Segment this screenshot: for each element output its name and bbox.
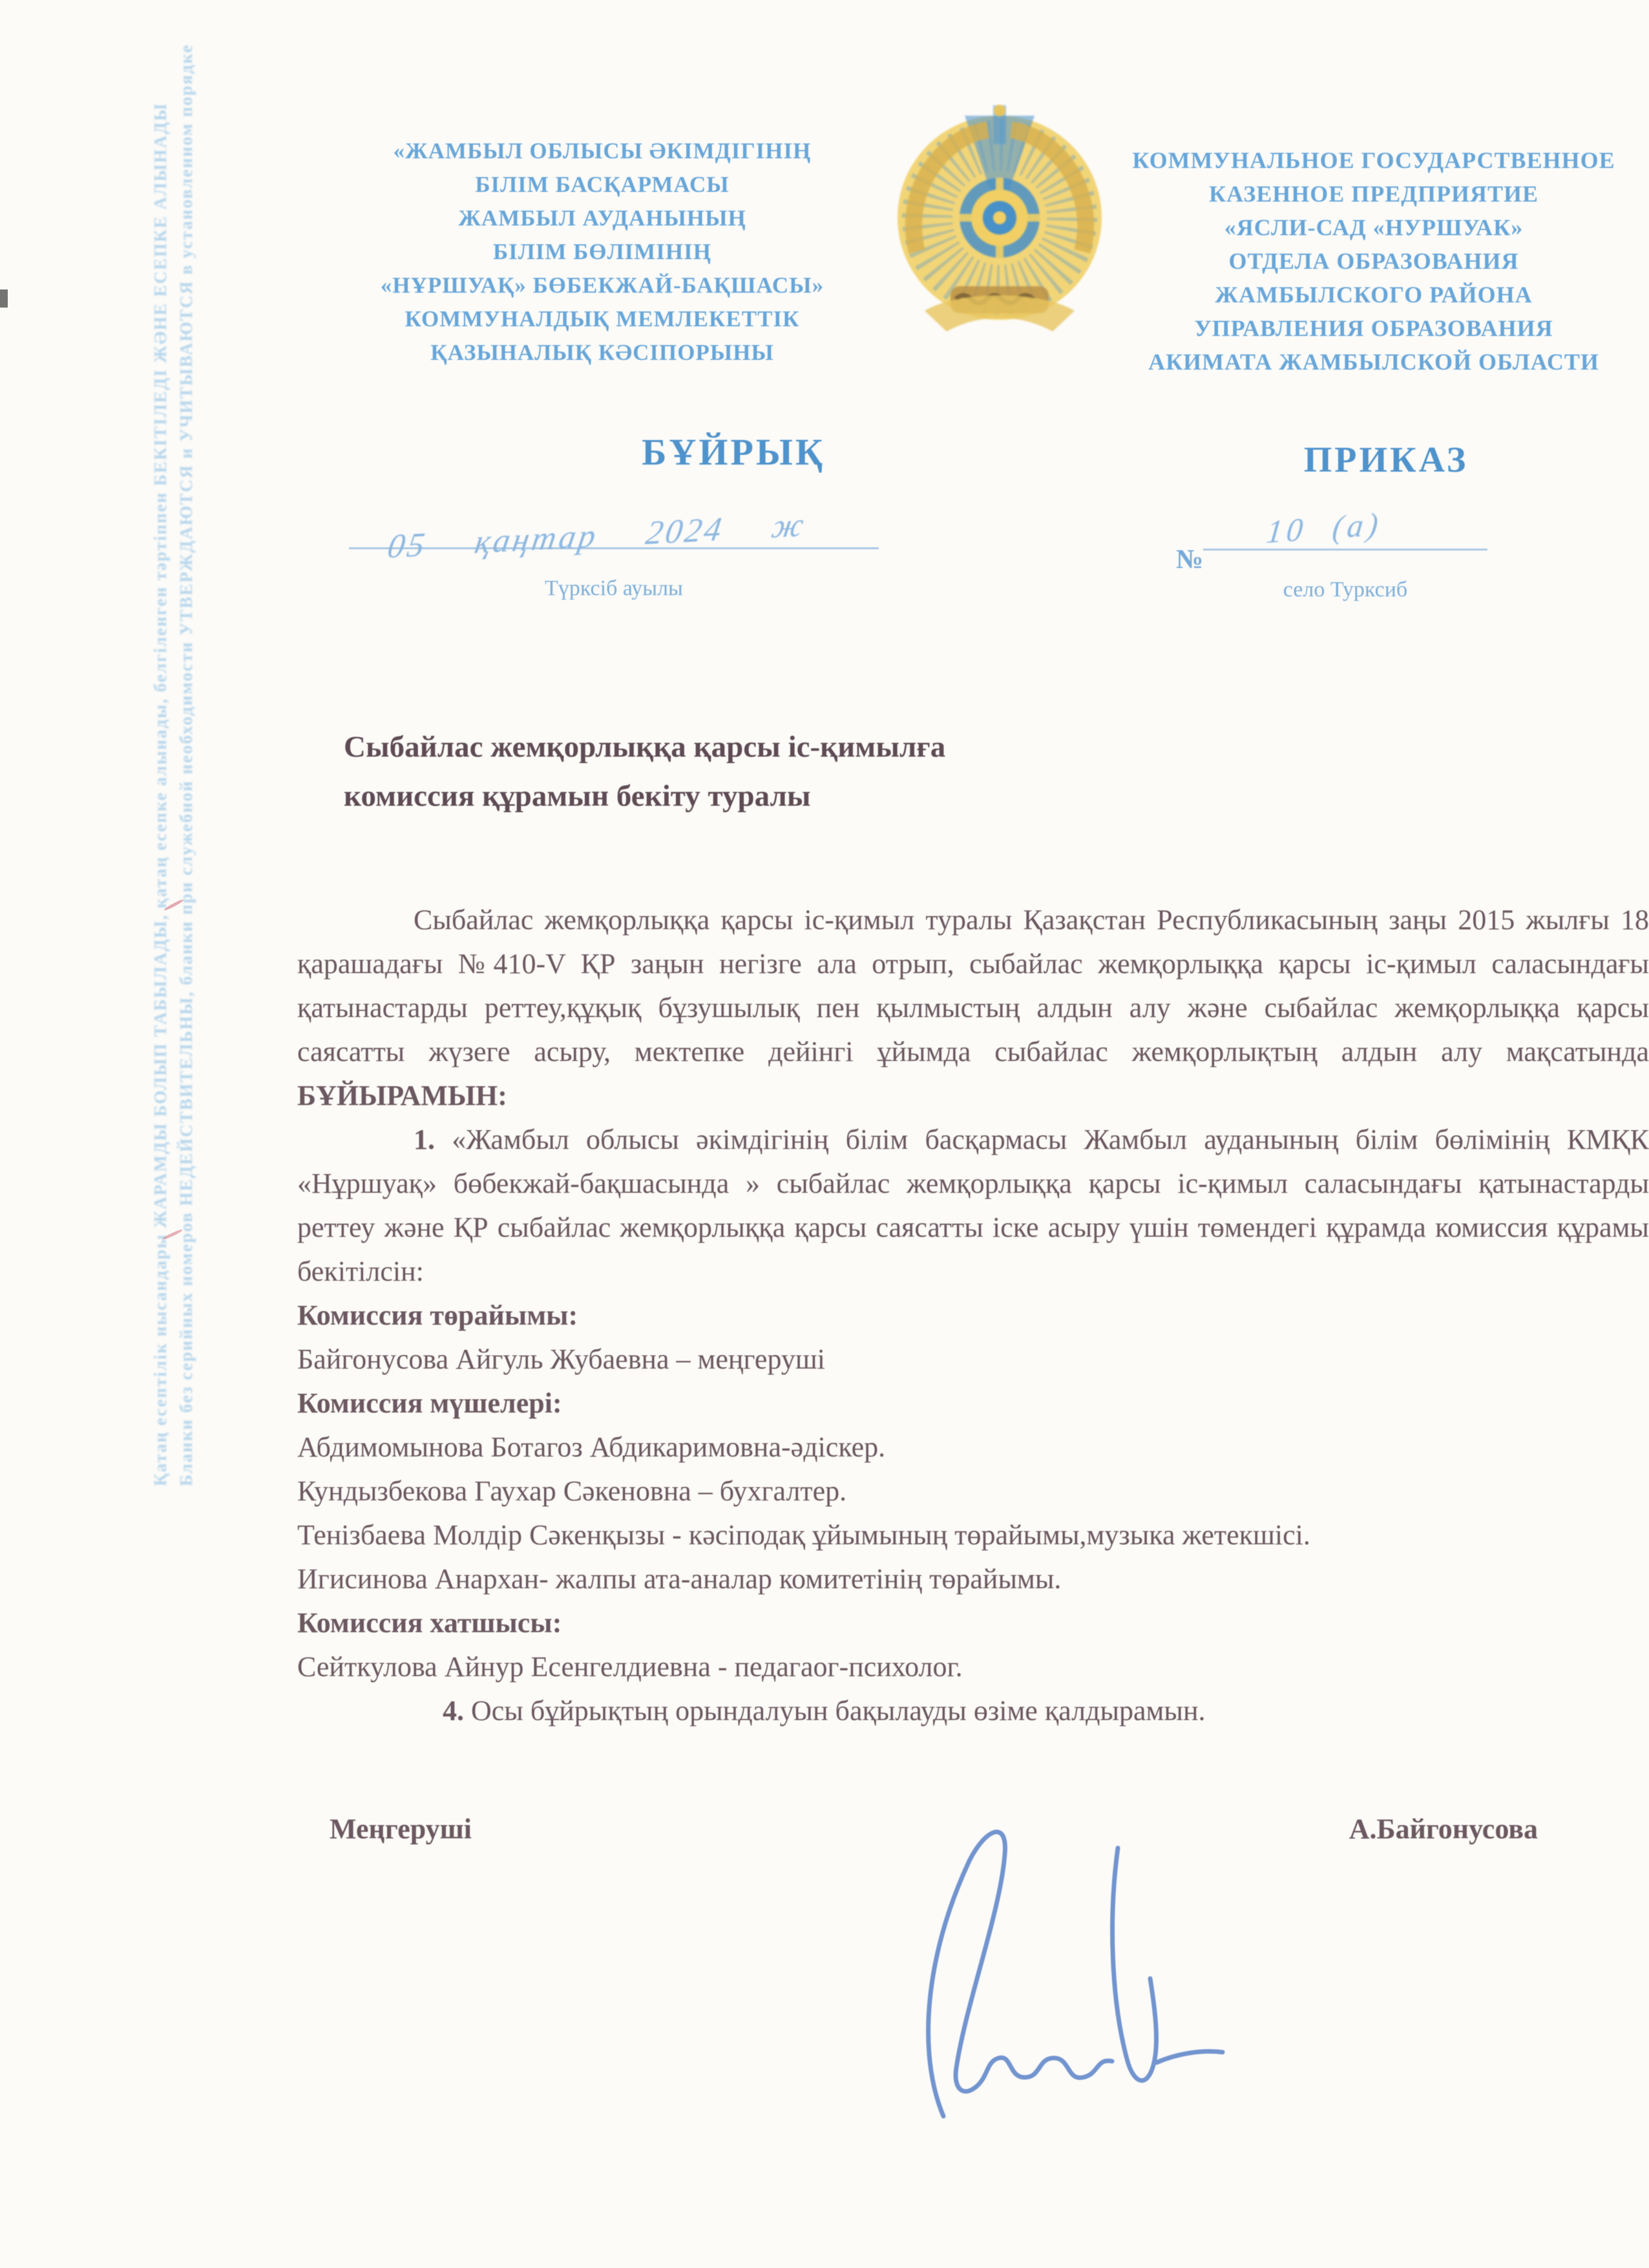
org-line: «ЖАМБЫЛ ОБЛЫСЫ ӘКІМДІГІНІҢ bbox=[393, 138, 812, 163]
org-line: БІЛІМ БАСҚАРМАСЫ bbox=[475, 172, 730, 197]
org-line: КОММУНАЛЬНОЕ ГОСУДАРСТВЕННОЕ bbox=[1132, 147, 1615, 173]
date-underline bbox=[349, 547, 879, 549]
signature-ink bbox=[730, 1809, 1234, 2132]
member-item: Кундызбекова Гаухар Сәкеновна – бухгалтер. bbox=[297, 1475, 847, 1507]
kazakhstan-emblem-icon bbox=[888, 94, 1111, 352]
chair-name: Байгонусова Айгуль Жубаевна – меңгеруші bbox=[297, 1343, 825, 1375]
secretary-heading: Комиссия хатшысы: bbox=[297, 1607, 562, 1639]
member-item: Игисинова Анархан- жалпы ата-аналар комитетінің төрайымы. bbox=[297, 1563, 1062, 1595]
org-line: АКИМАТА ЖАМБЫЛСКОЙ ОБЛАСТИ bbox=[1148, 349, 1599, 375]
chair-heading: Комиссия төрайымы: bbox=[297, 1299, 578, 1331]
signer-role: Меңгеруші bbox=[330, 1813, 472, 1845]
item-1-paragraph bbox=[297, 1118, 1649, 1294]
org-line: УПРАВЛЕНИЯ ОБРАЗОВАНИЯ bbox=[1194, 315, 1553, 341]
item-1-number: 1. bbox=[414, 1124, 435, 1155]
order-heading-kazakh: БҰЙРЫҚ bbox=[642, 431, 825, 473]
org-name-russian bbox=[1098, 143, 1649, 379]
vertical-stamp-line-1: Қатаң есептілік нысандары ЖАРАМДЫ БОЛЫП ТАБЫЛАДЫ, қатаң есепке алынады, белгіленген тәртіппен БЕКІТІЛЕДІ ЖӘНЕ ЕСЕПКЕ АЛЫНАДЫ bbox=[151, 102, 170, 1486]
document-title-line2: комиссия құрамын бекіту туралы bbox=[344, 779, 811, 813]
document-title-line1: Сыбайлас жемқорлыққа қарсы іс-қимылға bbox=[344, 730, 946, 764]
preamble-text: Сыбайлас жемқорлыққа қарсы іс-қимыл туралы Қазақстан Республикасының заңы 2015 жылғы 18 қарашадағы №410-V ҚР заңын негізге ала отрып, сыбайлас жемқорлыққа қарсы іс-қимыл саласындағы қатынастарды реттеу,құқық бұзушылық пен қылмыстың алдын алу және сыбайлас жемқорлыққа қарсы саясатты жүзеге асыру, мектепке дейінгі ұйымда сыбайлас жемқорлықтың алдын алу мақсатында bbox=[297, 904, 1649, 1067]
number-underline bbox=[1203, 549, 1487, 551]
org-line: БІЛІМ БӨЛІМІНІҢ bbox=[492, 239, 712, 264]
item-4-number: 4. bbox=[443, 1695, 464, 1727]
vertical-stamp-line-2: Бланки без серийных номеров НЕДЕЙСТВИТЕЛЬНЫ, бланки при служебной необходимости УТВЕРЖДАЮТСЯ и УЧИТЫВАЮТСЯ в установленном порядке bbox=[176, 43, 196, 1486]
secretary-name: Сейткулова Айнур Есенгелдиевна - педагаог-психолог. bbox=[297, 1651, 963, 1683]
org-line: «НҰРШУАҚ» БӨБЕКЖАЙ-БАҚШАСЫ» bbox=[380, 273, 824, 298]
order-body bbox=[297, 898, 1649, 1851]
order-heading-russian: ПРИКАЗ bbox=[1303, 440, 1469, 480]
handwritten-order-number: 10 (а) bbox=[1265, 505, 1384, 551]
signer-name: А.Байгонусова bbox=[1349, 1813, 1538, 1845]
vertical-control-stamp bbox=[147, 43, 199, 1486]
scan-artifact bbox=[0, 289, 8, 308]
org-line: КОММУНАЛДЫҚ МЕМЛЕКЕТТІК bbox=[404, 306, 800, 331]
handwritten-date: 05 қаңтар 2024 ж bbox=[384, 506, 809, 566]
members-heading: Комиссия мүшелері: bbox=[297, 1387, 562, 1419]
member-item: Абдимомынова Ботагоз Абдикаримовна-әдіскер. bbox=[297, 1431, 886, 1463]
member-item: Тенізбаева Молдір Сәкенқызы - кәсіподақ ұйымының төрайымы,музыка жетекшісі. bbox=[297, 1519, 1310, 1551]
org-line: ЖАМБЫЛСКОГО РАЙОНА bbox=[1215, 282, 1533, 308]
item-4-paragraph bbox=[297, 1689, 1649, 1733]
place-label-russian: село Турксиб bbox=[1283, 578, 1408, 602]
org-line: ОТДЕЛА ОБРАЗОВАНИЯ bbox=[1228, 248, 1519, 274]
org-line: ҚАЗЫНАЛЫҚ КӘСІПОРЫНЫ bbox=[430, 340, 774, 365]
place-label-kazakh: Түрксіб ауылы bbox=[545, 576, 683, 600]
order-verb: БҰЙЫРАМЫН: bbox=[297, 1080, 507, 1111]
document-title bbox=[344, 722, 1313, 821]
item-4-text: Осы бұйрықтың орындалуын бақылауды өзіме қалдырамын. bbox=[464, 1695, 1206, 1727]
org-line: КАЗЕННОЕ ПРЕДПРИЯТИЕ bbox=[1208, 181, 1539, 207]
number-sign-label: № bbox=[1176, 545, 1204, 574]
org-line: «ЯСЛИ-САД «НУРШУАК» bbox=[1224, 215, 1524, 240]
item-1-text: «Жамбыл облысы әкімдігінің білім басқармасы Жамбыл ауданының білім бөлімінің КМҚК «Нұршуақ» бөбекжай-бақшасында » сыбайлас жемқорлыққа қарсы іс-қимыл саласындағы қатынастарды реттеу және ҚР сыбайлас жемқорлыққа қарсы саясатты іске асыру үшін төмендегі құрамда комиссия құрамы бекітілсін: bbox=[297, 1124, 1649, 1287]
org-line: ЖАМБЫЛ АУДАНЫНЫҢ bbox=[458, 205, 746, 231]
org-name-kazakh bbox=[318, 134, 887, 370]
preamble-paragraph bbox=[297, 898, 1649, 1118]
